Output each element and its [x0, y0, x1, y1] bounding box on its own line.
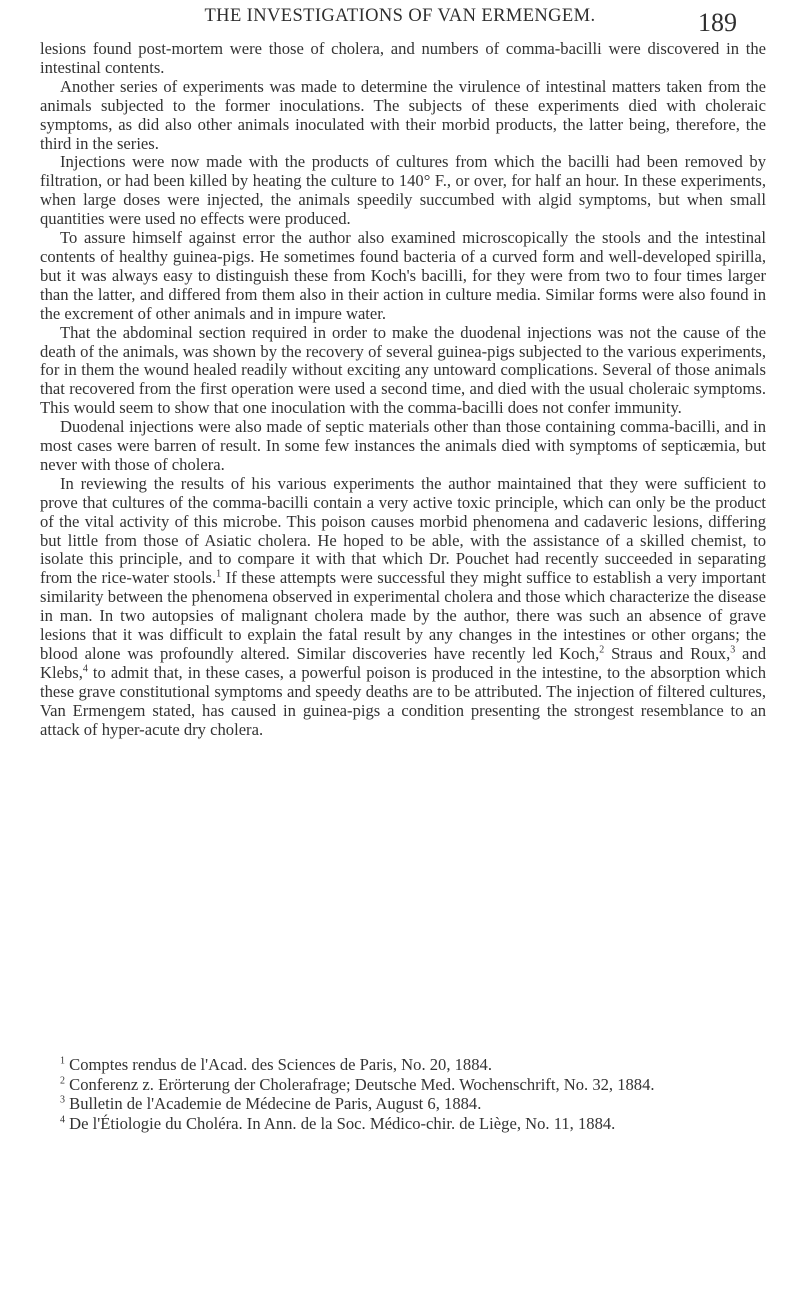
footnote-reference: 2	[599, 644, 605, 656]
footnote-text: Bulletin de l'Academie de Médecine de Paris, August 6, 1884.	[65, 1094, 482, 1113]
paragraph: To assure himself against error the author also examined microscopically the stools and the intestinal contents of healthy guinea-pigs. He sometimes found bacteria of a curved form and well-developed spirilla, but it was always easy to distinguish these from Koch's bacilli, for they were from two to four times larger than the latter, and differed from them also in their action in culture media. Similar forms were also found in the excrement of other animals and in impure water.	[40, 228, 766, 323]
footnote-text: Comptes rendus de l'Acad. des Sciences de Paris, No. 20, 1884.	[65, 1055, 492, 1074]
paragraph: Injections were now made with the products of cultures from which the bacilli had been removed by filtration, or had been killed by heating the culture to 140° F., or over, for half an hour. In these experiments, when large doses were injected, the animals speedily succumbed with algid symptoms, but when small quantities were used no effects were produced.	[40, 152, 766, 229]
paragraph	[40, 475, 766, 740]
footnotes	[40, 1055, 766, 1133]
footnote	[40, 1075, 766, 1095]
footnote-text: De l'Étiologie du Choléra. In Ann. de la Soc. Médico-chir. de Liège, No. 11, 1884.	[65, 1113, 616, 1133]
paragraph-text: If these attempts were successful they might suffice to establish a very important similarity between the phenomena observed in experimental cholera and those which characterize the disease in man. In two autopsies of malignant cholera made by the author, there was such an absence of grave lesions that it was difficult to explain the fatal result by any changes in the intestines or other organs; the blood alone was profoundly altered. Similar discoveries have recently led Koch,	[40, 568, 767, 663]
paragraph: That the abdominal section required in order to make the duodenal injections was not the cause of the death of the animals, was shown by the recovery of several guinea-pigs subjected to the various experiments, for in them the wound healed readily without exciting any untoward complications. Several of those animals that recovered from the first operation were used a second time, and died with the usual choleraic symptoms. This would seem to show that one inoculation with the comma-bacilli does not confer immunity.	[40, 322, 766, 418]
footnote-text: Conferenz z. Erörterung der Cholerafrage; Deutsche Med. Wochenschrift, No. 32, 1884.	[65, 1074, 655, 1094]
footnote	[40, 1114, 766, 1134]
paragraph-text: and Klebs,	[40, 644, 766, 682]
paragraph-text: Straus and Roux,	[604, 644, 731, 663]
paragraph-text: In reviewing the results of his various experiments the author maintained that they were sufficient to prove that cultures of the comma-bacilli contain a very active toxic principle, which can only be the product of the vital activity of this microbe. This poison causes morbid phenomena and cadaveric lesions, differing but little from those of Asiatic cholera. He hoped to be able, with the assistance of a skilled chemist, to isolate this principle, and to compare it with that which Dr. Pouchet had recently succeeded in separating from the rice-water stools.	[40, 473, 766, 588]
footnote-reference: 3	[730, 644, 736, 656]
footnote-mark: 4	[60, 1113, 65, 1125]
footnote-mark: 3	[60, 1094, 65, 1106]
footnote-reference: 4	[82, 663, 88, 675]
footnote-mark: 2	[60, 1074, 65, 1086]
footnote	[40, 1055, 766, 1075]
paragraph-text: to admit that, in these cases, a powerful poison is produced in the intestine, to the absorption which these grave constitutional symptoms and speedy deaths are to be attributed. The injection of filtered cultures, Van Ermengem stated, has caused in guinea-pigs a condition presenting the strongest resemblance to an attack of hyper-acute dry cholera.	[40, 662, 766, 739]
running-head: THE INVESTIGATIONS OF VAN ERMENGEM.	[204, 6, 596, 26]
paragraph: Duodenal injections were also made of septic materials other than those containing comma-bacilli, and in most cases were barren of result. In some few instances the animals died with symptoms of septicæmia, but never with those of cholera.	[40, 417, 766, 474]
footnote-mark: 1	[60, 1055, 65, 1067]
body-text	[40, 40, 766, 740]
page-header	[0, 6, 800, 40]
paragraph: Another series of experiments was made to determine the virulence of intestinal matters taken from the animals subjected to the former inoculations. The subjects of these experiments died with choleraic symptoms, as did also other animals inoculated with their morbid products, the latter being, therefore, the third in the series.	[40, 76, 766, 153]
paragraph: lesions found post-mortem were those of cholera, and numbers of comma-bacilli were discovered in the intestinal contents.	[40, 39, 766, 77]
footnote	[40, 1094, 766, 1114]
page-number: 189	[698, 8, 737, 37]
footnote-reference: 1	[216, 568, 222, 580]
